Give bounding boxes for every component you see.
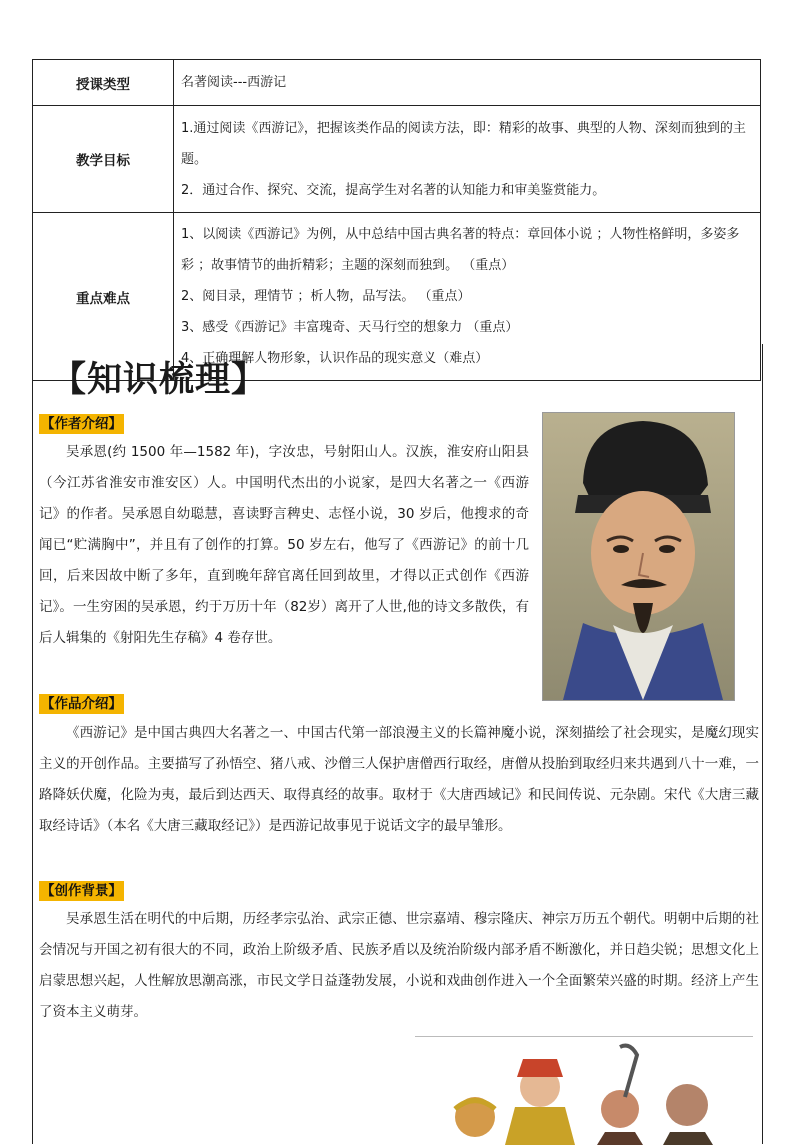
section-title: 【知识梳理】 [51, 360, 268, 400]
teaching-goal-label: 教学目标 [33, 106, 174, 213]
teaching-goal-row [33, 106, 761, 213]
lesson-plan-table [32, 59, 761, 381]
lesson-type-value: 名著阅读---西游记 [174, 60, 761, 106]
teaching-goal-item: 1.通过阅读《西游记》，把握该类作品的阅读方法，即：精彩的故事、典型的人物、深刻而独到的主题。 [181, 120, 746, 167]
knowledge-section [32, 344, 763, 1144]
key-points-label: 重点难点 [33, 213, 174, 381]
author-tag: 【作者介绍】 [41, 416, 122, 432]
background-tag: 【创作背景】 [41, 883, 122, 899]
background-paragraph: 吴承恩生活在明代的中后期，历经孝宗弘治、武宗正德、世宗嘉靖、穆宗隆庆、神宗万历五个朝代。明朝中后期的社会情况与开国之初有很大的不同，政治上阶级矛盾、民族矛盾以及统治阶级内部矛盾不断激化，并日趋尖锐；思想文化上启蒙思想兴起，人性解放思潮高涨，市民文学日益蓬勃发展，小说和戏曲创作进入一个全面繁荣兴盛的时期。经济上产生了资本主义萌芽。 [39, 911, 759, 1020]
journey-west-cast-photo [415, 1036, 753, 1145]
key-point-item: 3、感受《西游记》丰富瑰奇、天马行空的想象力 （重点） [181, 320, 519, 335]
author-paragraph: 吴承恩(约 1500 年—1582 年)，字汝忠，号射阳山人。汉族，淮安府山阳县（今江苏省淮安市淮安区）人。中国明代杰出的小说家，是四大名著之一《西游记》的作者。吴承恩自幼聪慧，喜读野言稗史、志怪小说，30 岁后，他搜求的奇闻已“贮满胸中”，并且有了创作的打算。50 岁左右，他写了《西游记》的前十几回，后来因故中断了多年，直到晚年辞官离任回到故里，才得以正式创作《西游记》。一生穷困的吴承恩，约于万历十年（82岁）离开了人世,他的诗文多散佚，有后人辑集的《射阳先生存稿》4 卷存世。 [39, 444, 529, 646]
key-point-item: 1、以阅读《西游记》为例，从中总结中国古典名著的特点：章回体小说 ；人物性格鲜明，多姿多彩 ；故事情节的曲折精彩；主题的深刻而独到。 （重点） [181, 227, 740, 273]
work-tag: 【作品介绍】 [41, 696, 122, 712]
key-point-item: 4、正确理解人物形象，认识作品的现实意义（难点） [181, 351, 489, 366]
lesson-type-label: 授课类型 [33, 60, 174, 106]
key-point-item: 2、阅目录，理情节 ；析人物，品写法。 （重点） [181, 289, 471, 304]
work-paragraph: 《西游记》是中国古典四大名著之一、中国古代第一部浪漫主义的长篇神魔小说，深刻描绘了社会现实，是魔幻现实主义的开创作品。主要描写了孙悟空、猪八戒、沙僧三人保护唐僧西行取经，唐僧从投胎到取经归来共遇到八十一难，一路降妖伏魔，化险为夷，最后到达西天、取得真经的故事。取材于《大唐西域记》和民间传说、元杂剧。宋代《大唐三藏取经诗话》（本名《大唐三藏取经记》）是西游记故事见于说话文字的最早雏形。 [39, 725, 759, 834]
teaching-goal-item: 2．通过合作、探究、交流，提高学生对名著的认知能力和审美鉴赏能力。 [181, 182, 606, 198]
lesson-type-row [33, 60, 761, 106]
teaching-goal-content [174, 106, 761, 213]
wu-chengen-portrait [542, 412, 735, 701]
